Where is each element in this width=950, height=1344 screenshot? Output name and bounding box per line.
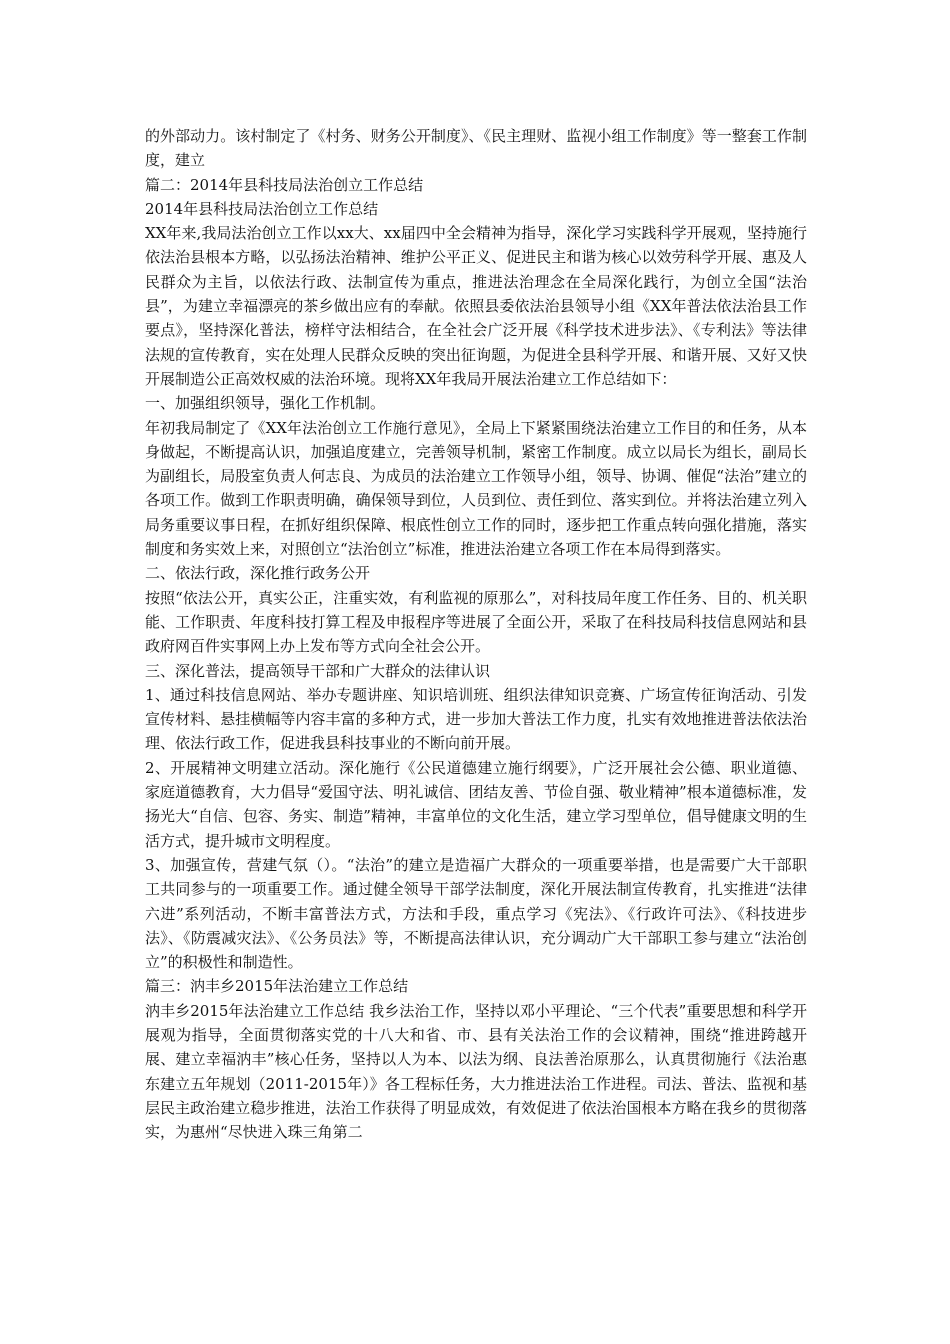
subheading: 二、依法行政，深化推行政务公开: [145, 564, 371, 583]
body-paragraph: 1、通过科技信息网站、举办专题讲座、知识培训班、组织法律知识竞赛、广场宣传征询活动、引发宣传材料、悬挂横幅等内容丰富的多种方式，进一步加大普法工作力度，扎实有效地推进普法依法治理、依法行政工作，促进我县科技事业的不断向前开展。: [145, 685, 807, 753]
section-heading: 篇二：2014年县科技局法治创立工作总结: [145, 175, 424, 194]
body-paragraph: 的外部动力。该村制定了《村务、财务公开制度》、《民主理财、监视小组工作制度》等一整套工作制度，建立: [145, 127, 807, 170]
body-paragraph: 年初我局制定了《XX年法治创立工作施行意见》，全局上下紧紧围绕法治建立工作目的和任务，从本身做起，不断提高认识，加强追度建立，完善领导机制，紧密工作制度。成立以局长为组长，副局长为副组长，局股室负责人何志良、为成员的法治建立工作领导小组，领导、协调、催促“法治”建立的各项工作。做到工作职责明确，确保领导到位，人员到位、责任到位、落实到位。并将法治建立列入局务重要议事日程，在抓好组织保障、根底性创立工作的同时，逐步把工作重点转向强化措施，落实制度和务实效上来，对照创立“法治创立”标准，推进法治建立各项工作在本局得到落实。: [145, 418, 807, 559]
subheading: 一、加强组织领导，强化工作机制。: [145, 394, 386, 413]
body-paragraph: 3、加强宣传，营建气氛（）。“法治”的建立是造福广大群众的一项重要举措，也是需要广大干部职工共同参与的一项重要工作。通过健全领导干部学法制度，深化开展法制宣传教育，扎实推进“法律六进”系列活动，不断丰富普法方式，方法和手段，重点学习《宪法》、《行政许可法》、《科技进步法》、《防震减灾法》、《公务员法》等，不断提高法律认识，充分调动广大干部职工参与建立“法治创立”的积极性和制造性。: [145, 855, 807, 972]
article-title: 2014年县科技局法治创立工作总结: [145, 199, 379, 218]
document-body: [145, 124, 807, 1144]
subheading: 三、深化普法，提高领导干部和广大群众的法律认识: [145, 661, 491, 680]
section-heading: 篇三：汭丰乡2015年法治建立工作总结: [145, 977, 409, 996]
body-paragraph: 汭丰乡2015年法治建立工作总结 我乡法治工作，坚持以邓小平理论、“三个代表”重要思想和科学开展观为指导，全面贯彻落实党的十八大和省、市、县有关法治工作的会议精神，围绕“推进跨越开展、建立幸福汭丰”核心任务，坚持以人为本、以法为纲、良法善治原那么，认真贯彻施行《法治惠东建立五年规划（2011-2015年）》各工程标任务，大力推进法治工作进程。司法、普法、监视和基层民主政治建立稳步推进，法治工作获得了明显成效，有效促进了依法治国根本方略在我乡的贯彻落实，为惠州“尽快进入珠三角第二: [145, 1001, 807, 1142]
body-paragraph: 按照“依法公开，真实公正，注重实效，有利监视的原那么”，对科技局年度工作任务、目的、机关职能、工作职责、年度科技打算工程及申报程序等进展了全面公开，采取了在科技局科技信息网站和县政府网百件实事网上办上发布等方式向全社会公开。: [145, 588, 807, 656]
body-paragraph: 2、开展精神文明建立活动。深化施行《公民道德建立施行纲要》，广泛开展社会公德、职业道德、家庭道德教育，大力倡导“爱国守法、明礼诚信、团结友善、节俭自强、敬业精神”根本道德标准，发扬光大“自信、包容、务实、制造”精神，丰富单位的文化生活，建立学习型单位，倡导健康文明的生活方式，提升城市文明程度。: [145, 758, 807, 850]
body-paragraph: XX年来,我局法治创立工作以xx大、xx届四中全会精神为指导，深化学习实践科学开展观，坚持施行依法治县根本方略，以弘扬法治精神、维护公平正义、促进民主和谐为核心以效劳科学开展、惠及人民群众为主旨，以依法行政、法制宣传为重点，推进法治理念在全局深化践行，为创立全国“法治县”，为建立幸福漂亮的茶乡做出应有的奉献。依照县委依法治县领导小组《XX年普法依法治县工作要点》，坚持深化普法，榜样守法相结合，在全社会广泛开展《科学技术进步法》、《专利法》等法律法规的宣传教育，实在处理人民群众反映的突出征询题，为促进全县科学开展、和谐开展、又好又快开展制造公正高效权威的法治环境。现将XX年我局开展法治建立工作总结如下：: [145, 224, 807, 388]
